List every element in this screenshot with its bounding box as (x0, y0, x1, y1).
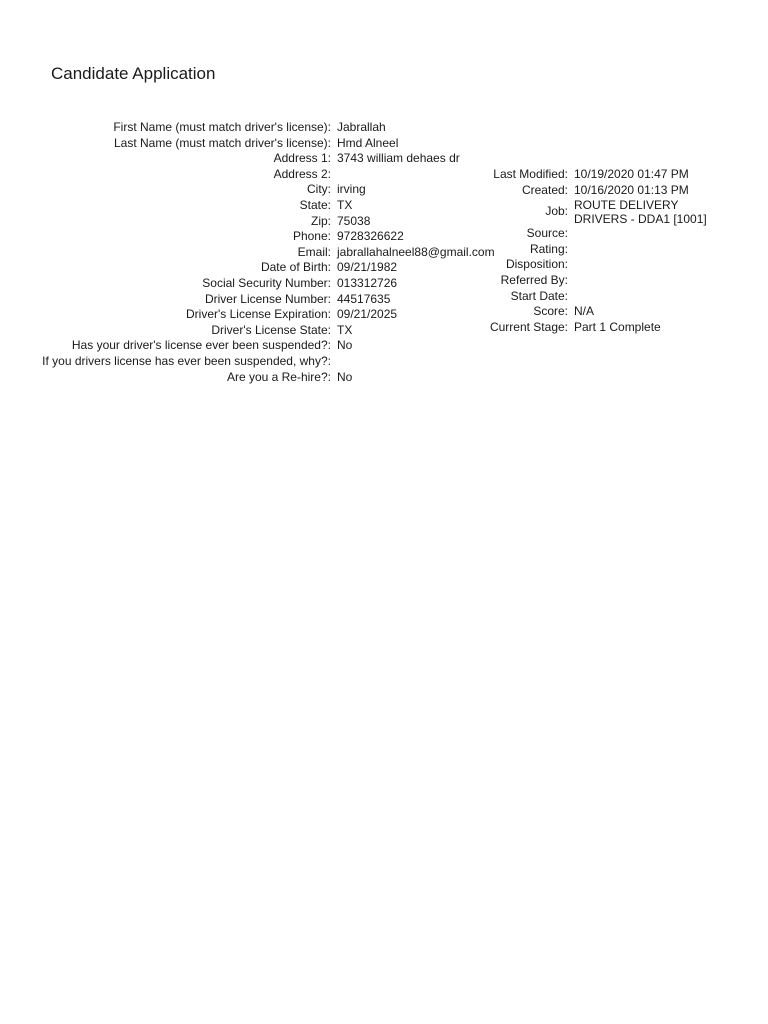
field-row-city (30, 182, 497, 198)
field-label: Referred By: (500, 272, 568, 287)
field-value (574, 289, 734, 305)
field-label: Has your driver's license ever been suspended?: (71, 338, 331, 353)
field-label: Job: (545, 204, 568, 219)
field-row-source (470, 226, 734, 242)
field-label: Last Modified: (493, 167, 568, 181)
field-value: Part 1 Complete (574, 319, 661, 334)
field-row-disposition (470, 257, 734, 273)
field-value: 9728326622 (337, 229, 404, 244)
field-label: State: (299, 197, 331, 212)
field-row-first-name (30, 120, 497, 136)
field-value: 44517635 (337, 291, 391, 306)
field-row-score (470, 304, 734, 320)
field-row-created (470, 183, 734, 199)
field-row-rating (470, 242, 734, 258)
field-value: 10/19/2020 01:47 PM (574, 167, 689, 181)
field-value: 75038 (337, 213, 371, 228)
field-label: Disposition: (505, 257, 568, 272)
field-row-license-state (30, 323, 497, 339)
field-row-address-2 (30, 167, 497, 183)
field-label: Driver's License Expiration: (185, 307, 331, 322)
field-label: Are you a Re-hire?: (226, 369, 331, 384)
field-value: TX (337, 322, 353, 337)
applicant-details-table (30, 120, 497, 385)
field-label: Phone: (292, 229, 331, 244)
field-row-email (30, 245, 497, 261)
field-label: Source: (526, 226, 568, 241)
field-label: Start Date: (510, 288, 568, 303)
field-row-current-stage (470, 320, 734, 336)
field-label: Zip: (310, 213, 331, 228)
field-label: Rating: (529, 241, 568, 256)
field-label: Social Security Number: (202, 275, 331, 290)
page-title: Candidate Application (51, 64, 216, 83)
field-row-license-expiration (30, 307, 497, 323)
field-label: Created: (521, 182, 568, 197)
field-row-job (470, 198, 734, 226)
field-row-license-suspended (30, 338, 497, 354)
field-value: No (337, 369, 353, 384)
field-value: TX (337, 197, 353, 212)
field-row-referred-by (470, 273, 734, 289)
field-value: 3743 william dehaes dr (337, 151, 460, 166)
field-row-state (30, 198, 497, 214)
field-value: ROUTE DELIVERY DRIVERS - DDA1 [1001] (574, 198, 707, 227)
field-row-rehire (30, 370, 497, 386)
field-label: Address 1: (273, 151, 331, 166)
field-row-ssn (30, 276, 497, 292)
field-value: 013312726 (337, 275, 398, 290)
field-label: Driver License Number: (204, 291, 331, 306)
field-value: jabrallahalneel88@gmail.com (337, 244, 495, 259)
field-value (574, 257, 734, 273)
field-value: N/A (574, 304, 595, 319)
field-value (574, 242, 734, 258)
field-value: 09/21/2025 (337, 307, 398, 322)
field-label: Current Stage: (489, 319, 568, 334)
field-row-last-name (30, 136, 497, 152)
field-label: First Name (must match driver's license): (113, 120, 331, 134)
field-label: Last Name (must match driver's license): (113, 135, 331, 150)
field-row-last-modified (470, 167, 734, 183)
field-label: Driver's License State: (211, 322, 331, 337)
field-label: City: (307, 182, 331, 197)
field-value: Jabrallah (337, 120, 386, 134)
field-label: Address 2: (273, 166, 331, 181)
field-label: Email: (297, 244, 331, 259)
field-value: Hmd Alneel (337, 135, 399, 150)
field-value: 10/16/2020 01:13 PM (574, 182, 689, 197)
field-label: Score: (533, 304, 568, 319)
field-row-phone (30, 229, 497, 245)
field-row-date-of-birth (30, 260, 497, 276)
field-row-zip (30, 214, 497, 230)
field-label: If you drivers license has ever been suspended, why?: (42, 353, 331, 368)
field-row-suspension-reason (30, 354, 497, 370)
field-row-address-1 (30, 151, 497, 167)
field-value: 09/21/1982 (337, 260, 398, 275)
field-value (574, 273, 734, 289)
field-row-start-date (470, 289, 734, 305)
field-value (574, 226, 734, 242)
field-label: Date of Birth: (260, 260, 331, 275)
field-value (337, 354, 497, 370)
field-row-license-number (30, 292, 497, 308)
application-status-table (470, 167, 734, 335)
field-value: irving (337, 182, 366, 197)
field-value: No (337, 338, 353, 353)
